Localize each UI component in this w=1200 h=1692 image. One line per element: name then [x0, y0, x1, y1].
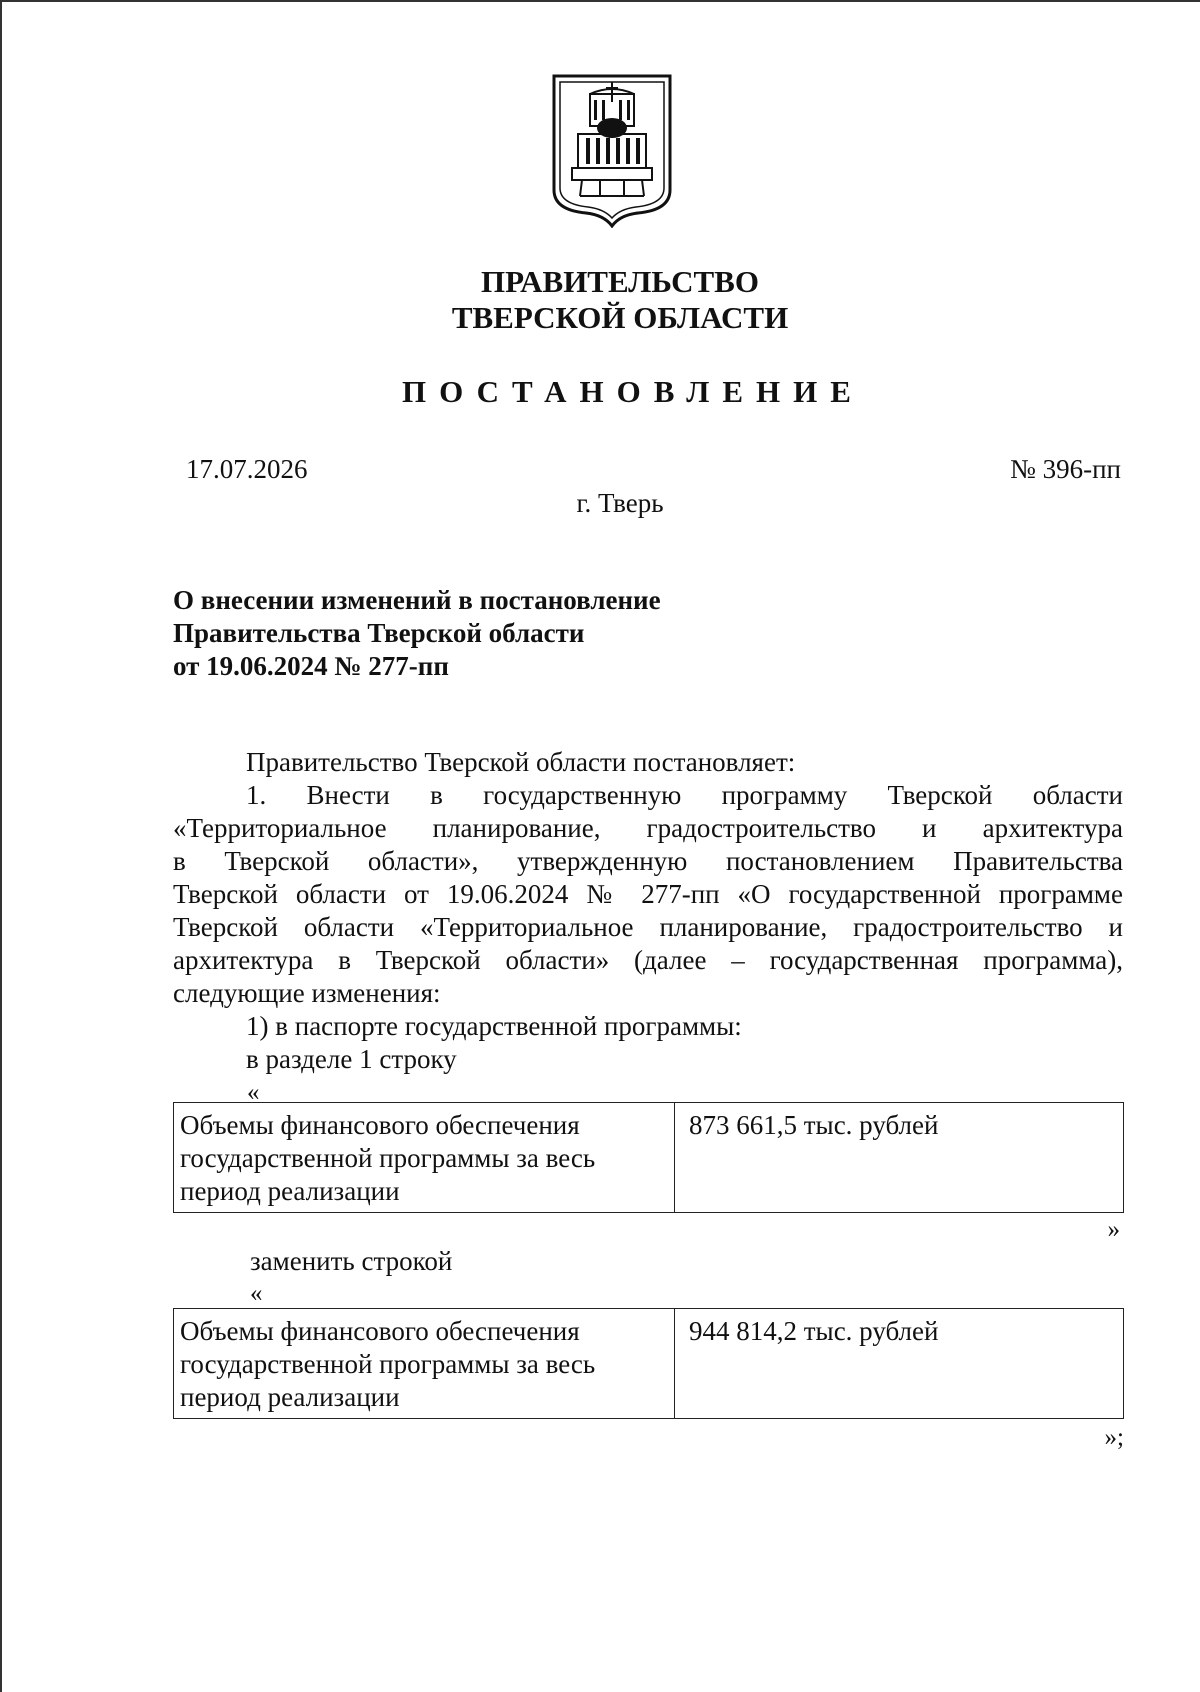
- tver-coat-of-arms-icon: [550, 72, 674, 228]
- new-row-value: 944 814,2 тыс. рублей: [675, 1309, 1124, 1419]
- open-quote: «: [250, 1280, 263, 1307]
- subject-line: Правительства Тверской области: [173, 618, 585, 648]
- paragraph-line: 1. Внести в государственную программу Тверской области: [246, 780, 1123, 810]
- old-row-label: Объемы финансового обеспечения государственной программы за весь период реализации: [174, 1103, 675, 1213]
- table-row: [174, 1309, 1124, 1419]
- document-body: [173, 746, 1123, 1109]
- open-quote: «: [247, 1079, 260, 1106]
- table-row: [174, 1103, 1124, 1213]
- scan-edge-top: [0, 0, 1200, 2]
- document-type-title: ПОСТАНОВЛЕНИЕ: [402, 374, 864, 409]
- close-quote: »: [1107, 1216, 1120, 1243]
- paragraph-line: в Тверской области», утвержденную постановлением Правительства: [173, 846, 1123, 876]
- paragraph-line: Тверской области «Территориальное планирование, градостроительство и: [173, 912, 1123, 942]
- government-name-line2: ТВЕРСКОЙ ОБЛАСТИ: [451, 300, 789, 335]
- new-row-label: Объемы финансового обеспечения государственной программы за весь период реализации: [174, 1309, 675, 1419]
- old-row-table: [173, 1102, 1124, 1213]
- new-row-table: [173, 1308, 1124, 1419]
- document-date: 17.07.2026: [186, 454, 308, 484]
- item-1-text: 1) в паспорте государственной программы:: [246, 1011, 742, 1041]
- close-quote-final: »;: [1104, 1424, 1124, 1451]
- paragraph-line: Тверской области от 19.06.2024 № 277-пп «О государственной программе: [173, 879, 1123, 909]
- subject-line: от 19.06.2024 № 277-пп: [173, 651, 449, 681]
- replace-with-text: заменить строкой: [250, 1246, 453, 1276]
- document-city: г. Тверь: [576, 488, 664, 518]
- paragraph-line: «Территориальное планирование, градостроительство и архитектура: [173, 813, 1123, 843]
- old-row-value: 873 661,5 тыс. рублей: [675, 1103, 1124, 1213]
- government-name-line1: ПРАВИТЕЛЬСТВО: [481, 264, 759, 299]
- document-number: № 396-пп: [1010, 454, 1121, 484]
- paragraph-line: следующие изменения:: [173, 978, 441, 1008]
- paragraph-line: архитектура в Тверской области» (далее – государственная программа),: [173, 945, 1123, 975]
- intro-paragraph: Правительство Тверской области постановляет:: [246, 747, 796, 777]
- subject-line: О внесении изменений в постановление: [173, 585, 661, 615]
- scan-edge-left: [0, 0, 2, 1692]
- document-subject: [173, 584, 661, 683]
- section-line-text: в разделе 1 строку: [246, 1044, 457, 1074]
